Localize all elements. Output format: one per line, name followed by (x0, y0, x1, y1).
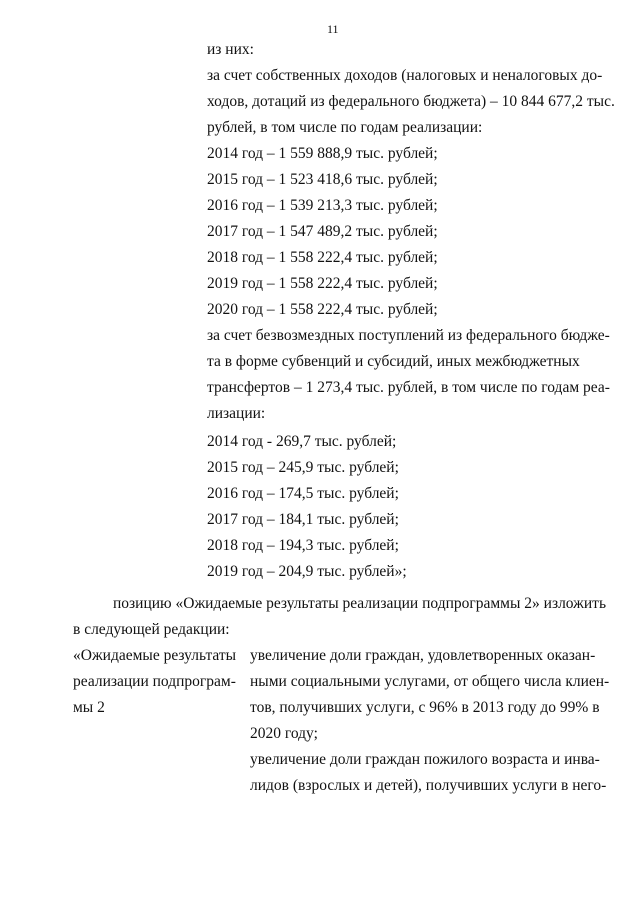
year-line: 2016 год – 174,5 тыс. рублей; (207, 485, 399, 502)
year-line: 2019 год – 1 558 222,4 тыс. рублей; (207, 275, 438, 292)
table-value-line: увеличение доли граждан пожилого возраста и инва- (250, 751, 600, 768)
text-line: рублей, в том числе по годам реализации: (207, 119, 483, 136)
year-line: 2016 год – 1 539 213,3 тыс. рублей; (207, 197, 438, 214)
year-line: 2014 год – 1 559 888,9 тыс. рублей; (207, 145, 438, 162)
text-line: за счет собственных доходов (налоговых и неналоговых до- (207, 67, 603, 84)
year-line: 2017 год – 1 547 489,2 тыс. рублей; (207, 223, 438, 240)
table-value-line: лидов (взрослых и детей), получивших услуги в него- (250, 777, 607, 794)
page-number: 11 (327, 22, 339, 36)
table-value-line: ными социальными услугами, от общего числа клиен- (250, 673, 610, 690)
table-value-line: тов, получивших услуги, с 96% в 2013 году до 99% в (250, 699, 600, 716)
year-line: 2019 год – 204,9 тыс. рублей»; (207, 563, 407, 580)
year-line: 2018 год – 1 558 222,4 тыс. рублей; (207, 249, 438, 266)
table-value-line: 2020 году; (250, 725, 318, 742)
table-label-line: мы 2 (73, 699, 105, 716)
year-line: 2015 год – 1 523 418,6 тыс. рублей; (207, 171, 438, 188)
year-line: 2014 год - 269,7 тыс. рублей; (207, 433, 397, 450)
year-line: 2020 год – 1 558 222,4 тыс. рублей; (207, 301, 438, 318)
text-line: лизации: (207, 405, 266, 422)
text-line: та в форме субвенций и субсидий, иных межбюджетных (207, 353, 580, 370)
table-value-line: увеличение доли граждан, удовлетворенных оказан- (250, 647, 596, 664)
paragraph-line: позицию «Ожидаемые результаты реализации подпрограммы 2» изложить (113, 595, 607, 612)
year-line: 2017 год – 184,1 тыс. рублей; (207, 511, 399, 528)
table-label-line: реализации подпрограм- (73, 673, 236, 690)
text-line: из них: (207, 41, 254, 58)
text-line: трансфертов – 1 273,4 тыс. рублей, в том числе по годам реа- (207, 379, 610, 396)
table-label-line: «Ожидаемые результаты (73, 647, 237, 664)
paragraph-line: в следующей редакции: (73, 621, 230, 638)
year-line: 2018 год – 194,3 тыс. рублей; (207, 537, 399, 554)
text-line: за счет безвозмездных поступлений из федерального бюдже- (207, 327, 610, 344)
year-line: 2015 год – 245,9 тыс. рублей; (207, 459, 399, 476)
text-line: ходов, дотаций из федерального бюджета) – 10 844 677,2 тыс. (207, 93, 615, 110)
